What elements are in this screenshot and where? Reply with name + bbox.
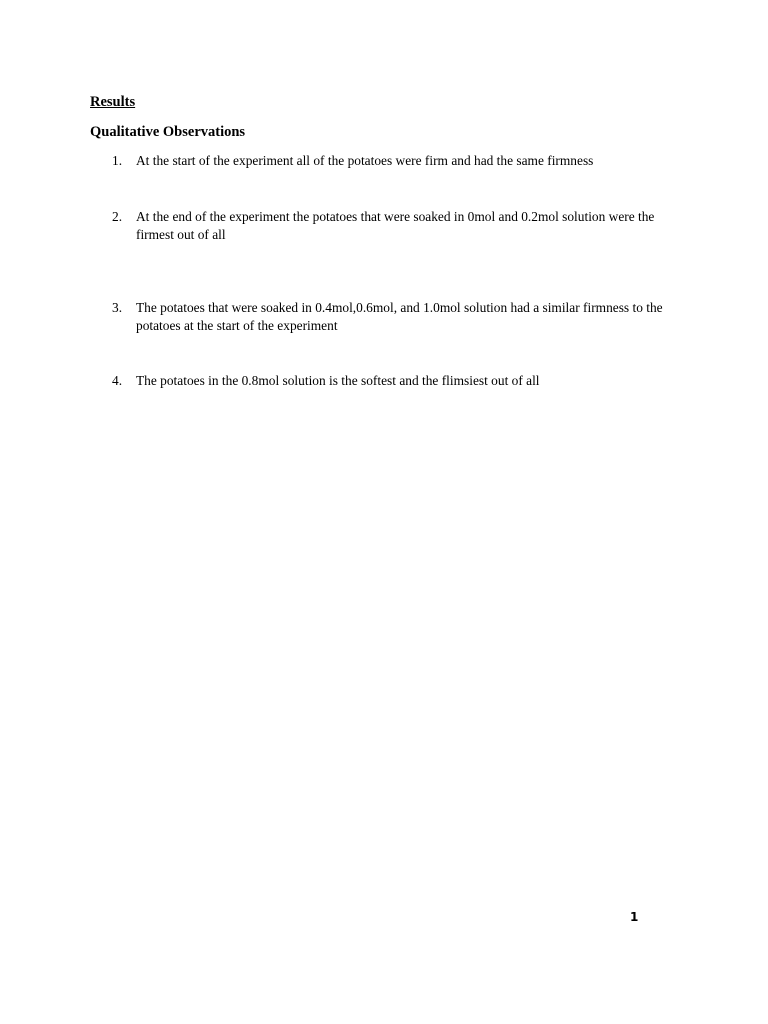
observation-number: 1. bbox=[112, 153, 123, 168]
observation-item bbox=[112, 299, 682, 335]
observation-text: The potatoes in the 0.8mol solution is the softest and the flimsiest out of all bbox=[136, 373, 540, 388]
page-number: 1 bbox=[630, 910, 639, 924]
observation-text: At the end of the experiment the potatoes that were soaked in 0mol and 0.2mol solution were the firmest out of all bbox=[136, 209, 655, 242]
observation-item bbox=[112, 208, 682, 244]
observation-item bbox=[112, 152, 682, 170]
observation-item bbox=[112, 372, 682, 390]
observation-number: 3. bbox=[112, 300, 123, 315]
subsection-title: Qualitative Observations bbox=[90, 124, 246, 140]
observation-number: 4. bbox=[112, 373, 123, 388]
observation-text: The potatoes that were soaked in 0.4mol,0.6mol, and 1.0mol solution had a similar firmness to the potatoes at the start of the experiment bbox=[136, 300, 663, 333]
observation-number: 2. bbox=[112, 209, 123, 224]
section-title: Results bbox=[90, 94, 136, 110]
observation-text: At the start of the experiment all of the potatoes were firm and had the same firmness bbox=[136, 153, 594, 168]
